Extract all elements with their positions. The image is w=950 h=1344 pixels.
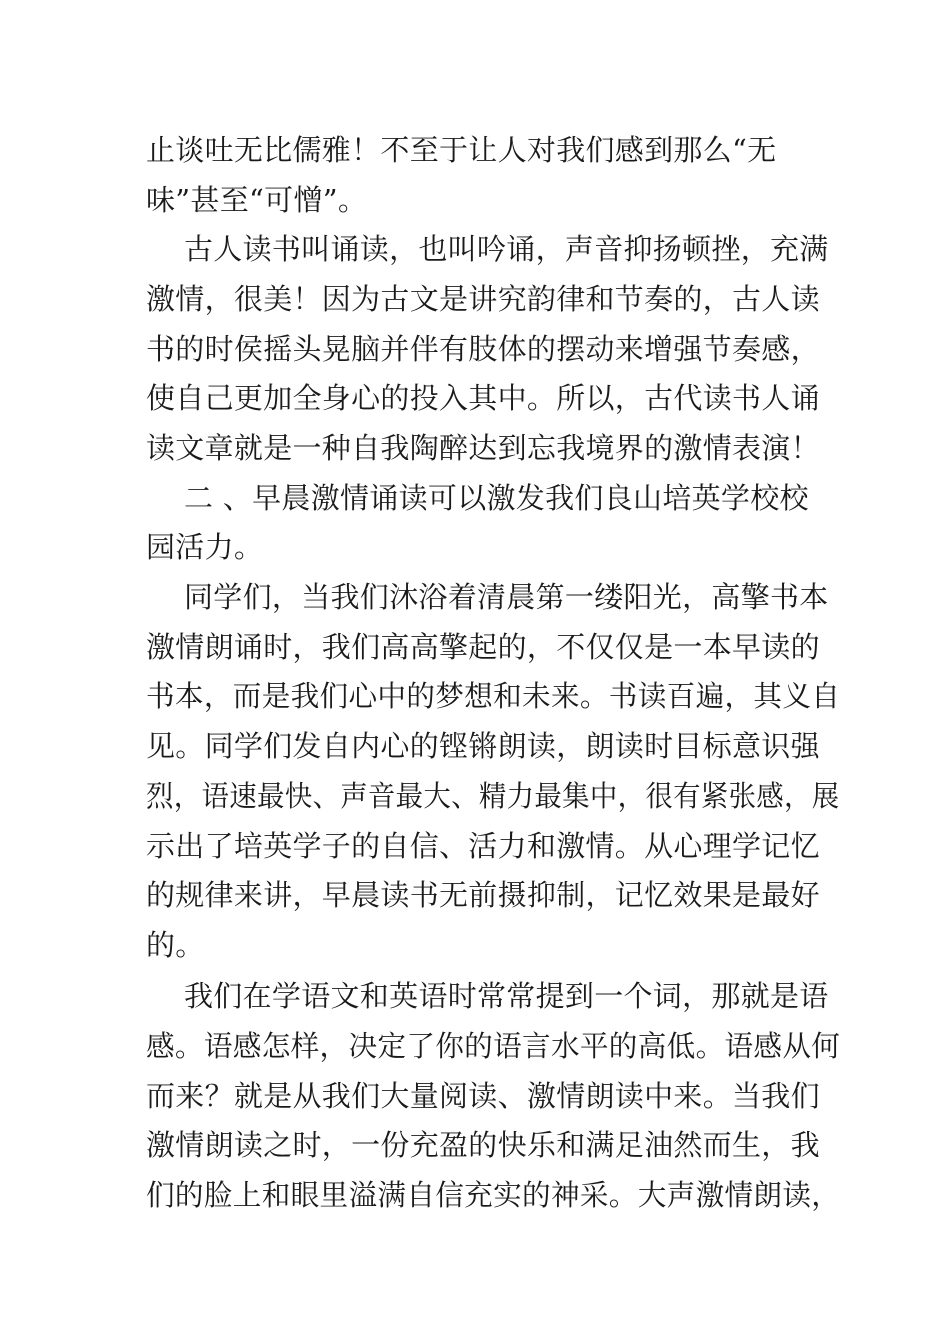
text-line: 的。: [146, 928, 205, 962]
text-line: 而来？就是从我们大量阅读、激情朗读中来。当我们: [146, 1079, 820, 1113]
text-line: 见。同学们发自内心的铿锵朗读，朗读时目标意识强: [146, 729, 820, 763]
text-line: 烈，语速最快、声音最大、精力最集中，很有紧张感，展: [146, 779, 840, 813]
text-line: 示出了培英学子的自信、活力和激情。从心理学记忆: [146, 829, 820, 863]
text-line: 的规律来讲，早晨读书无前摄抑制，记忆效果是最好: [146, 878, 820, 912]
section-heading: 二 、早晨激情诵读可以激发我们良山培英学校校: [184, 481, 809, 515]
text-line: 感。语感怎样，决定了你的语言水平的高低。语感从何: [146, 1029, 841, 1063]
text-line: 书本，而是我们心中的梦想和未来。书读百遍，其义自: [146, 679, 841, 713]
text-line: 激情，很美！因为古文是讲究韵律和节奏的，古人读: [146, 282, 820, 316]
paragraph-first-line: 我们在学语文和英语时常常提到一个词，那就是语: [184, 979, 829, 1013]
text-line: 们的脸上和眼里溢满自信充实的神采。大声激情朗读，: [146, 1178, 841, 1212]
text-line: 使自己更加全身心的投入其中。所以，古代读书人诵: [146, 381, 820, 415]
text-line: 书的时侯摇头晃脑并伴有肢体的摆动来增强节奏感，: [146, 332, 820, 366]
text-line: 激情朗读之时，一份充盈的快乐和满足油然而生，我: [146, 1128, 820, 1162]
text-line: 止谈吐无比儒雅！不至于让人对我们感到那么“无: [146, 133, 777, 167]
text-line: 读文章就是一种自我陶醉达到忘我境界的激情表演！: [146, 431, 820, 465]
paragraph-first-line: 古人读书叫诵读，也叫吟诵，声音抑扬顿挫，充满: [184, 232, 829, 266]
paragraph-first-line: 同学们，当我们沐浴着清晨第一缕阳光，高擎书本: [184, 580, 829, 614]
section-heading-continued: 园活力。: [146, 530, 264, 564]
text-line: 味”甚至“可憎”。: [146, 183, 368, 217]
text-line: 激情朗诵时，我们高高擎起的，不仅仅是一本早读的: [146, 630, 820, 664]
